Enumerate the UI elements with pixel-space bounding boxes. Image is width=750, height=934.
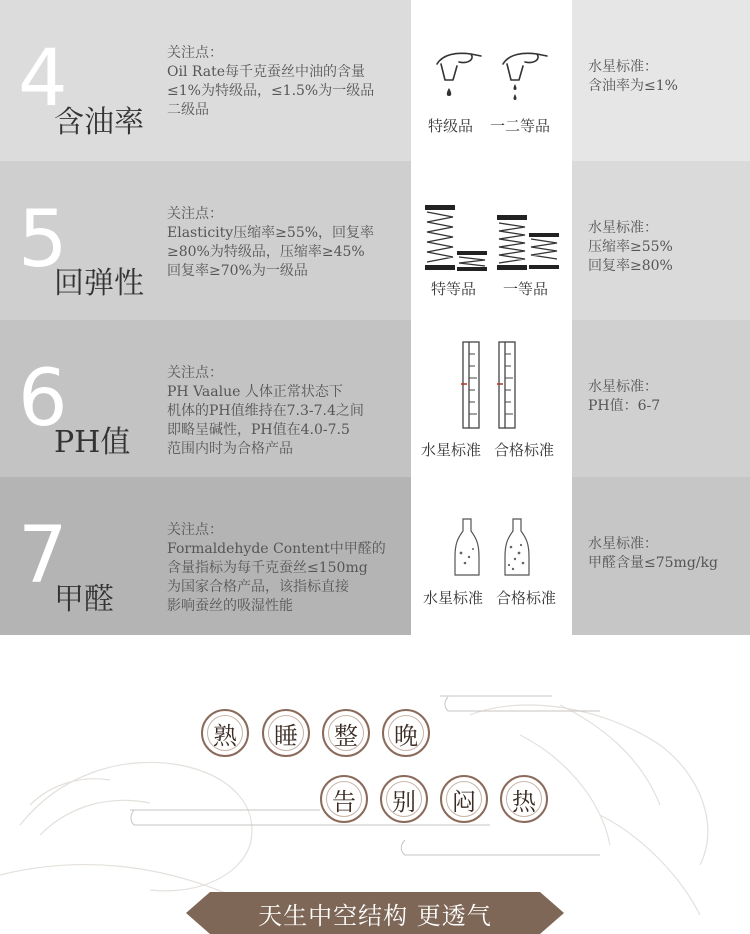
caption-right: 一二等品 xyxy=(490,117,551,135)
standard-text: 水星标准： PH值：6-7 xyxy=(588,379,661,414)
banner-text: 天生中空结构 更透气 xyxy=(258,901,492,930)
slogan-char: 告 xyxy=(320,775,368,823)
comparison-panel xyxy=(411,161,572,320)
row-title: 含油率 xyxy=(54,105,144,140)
row-title: 甲醛 xyxy=(54,582,114,617)
standard-panel xyxy=(572,320,750,477)
slogan-char: 闷 xyxy=(440,775,488,823)
row-ph-value xyxy=(0,320,750,477)
caption-right: 一等品 xyxy=(503,280,549,298)
row-description: 关注点： PH Vaalue 人体正常状态下 机体的PH值维持在7.3-7.4之间 即略呈碱性，PH值在4.0-7.5 范围内时为合格产品 xyxy=(167,365,364,457)
row-title: PH值 xyxy=(54,425,131,460)
comparison-panel xyxy=(411,477,572,635)
bottle-icon xyxy=(453,517,537,579)
slogan-section xyxy=(0,635,750,934)
standard-text: 水星标准： 甲醛含量≤75mg/kg xyxy=(588,536,718,571)
spring-icon xyxy=(423,203,563,273)
standard-panel xyxy=(572,477,750,635)
row-elasticity xyxy=(0,161,750,320)
slogan-char: 别 xyxy=(380,775,428,823)
caption-left: 水星标准 xyxy=(421,441,482,459)
row-description: 关注点： Elasticity压缩率≥55%，回复率 ≥80%为特级品，压缩率≥45% 回复率≥70%为一级品 xyxy=(167,206,375,279)
slogan-char: 整 xyxy=(322,709,370,757)
standard-text: 水星标准： 压缩率≥55% 回复率≥80% xyxy=(588,220,673,274)
caption-left: 特级品 xyxy=(428,117,474,135)
test-tube-icon xyxy=(461,340,525,432)
row-title: 回弹性 xyxy=(54,266,144,301)
row-formaldehyde xyxy=(0,477,750,635)
slogan-char: 热 xyxy=(500,775,548,823)
row-number: 5 xyxy=(18,195,68,285)
breathable-banner xyxy=(186,892,564,934)
comparison-panel xyxy=(411,0,572,161)
caption-left: 水星标准 xyxy=(423,589,484,607)
slogan-char: 晚 xyxy=(382,709,430,757)
caption-left: 特等品 xyxy=(431,280,477,298)
standard-panel xyxy=(572,161,750,320)
row-number: 4 xyxy=(18,34,68,124)
slogan-char: 睡 xyxy=(262,709,310,757)
comparison-panel xyxy=(411,320,572,477)
slogan-char: 熟 xyxy=(201,709,249,757)
row-number: 7 xyxy=(18,511,68,601)
row-oil-rate xyxy=(0,0,750,161)
standard-text: 水星标准： 含油率为≤1% xyxy=(588,59,678,94)
row-number: 6 xyxy=(18,354,68,444)
caption-right: 合格标准 xyxy=(494,441,555,459)
silkworm-sketch-background xyxy=(0,635,750,934)
caption-right: 合格标准 xyxy=(496,589,557,607)
standard-panel xyxy=(572,0,750,161)
row-description: 关注点： Oil Rate每千克蚕丝中油的含量 ≤1%为特级品，≤1.5%为一级品 二级品 xyxy=(167,45,375,118)
hand-drop-icon xyxy=(431,44,555,108)
row-description: 关注点： Formaldehyde Content中甲醛的 含量指标为每千克蚕丝≤150mg 为国家合格产品，该指标直接 影响蚕丝的吸湿性能 xyxy=(167,522,386,614)
